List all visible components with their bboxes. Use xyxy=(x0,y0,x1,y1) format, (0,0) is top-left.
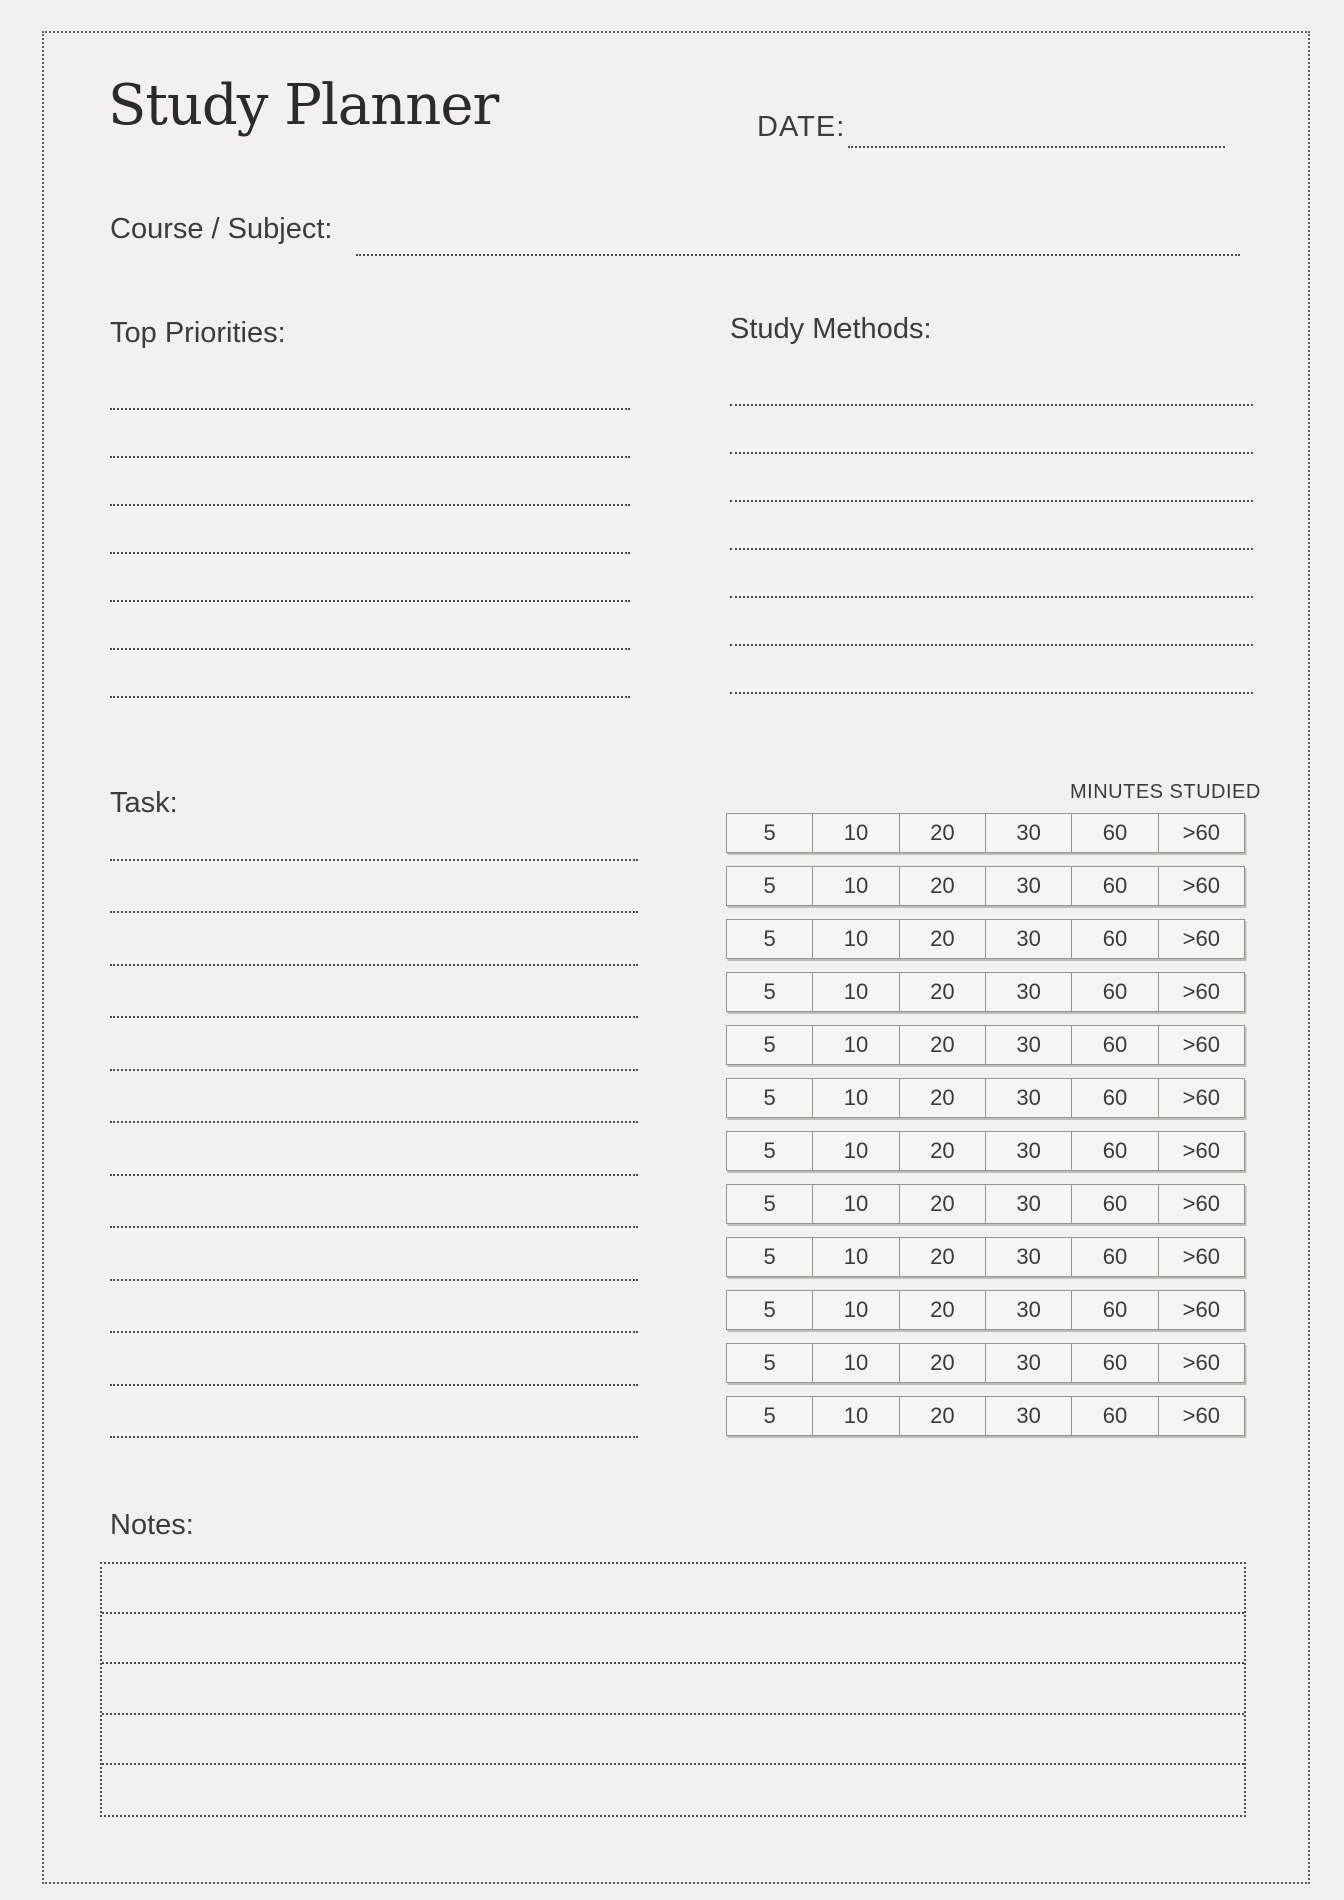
minutes-cell-5[interactable]: 5 xyxy=(727,867,813,905)
minutes-cell-20[interactable]: 20 xyxy=(900,867,986,905)
minutes-cell-20[interactable]: 20 xyxy=(900,1026,986,1064)
course-subject-label: Course / Subject: xyxy=(110,213,333,245)
task-input-line[interactable] xyxy=(110,1333,638,1386)
minutes-cell-over-60[interactable]: >60 xyxy=(1182,1138,1220,1163)
minutes-cell-over-60[interactable]: >60 xyxy=(1182,1350,1220,1375)
task-input-line[interactable] xyxy=(110,808,638,861)
minutes-cell-over-60[interactable]: >60 xyxy=(1182,873,1220,898)
minutes-cell-60[interactable]: 60 xyxy=(1072,1291,1158,1329)
minutes-cell-5[interactable]: 5 xyxy=(727,920,813,958)
minutes-cell-20[interactable]: 20 xyxy=(900,1344,986,1382)
minutes-cell-30[interactable]: 30 xyxy=(986,1344,1072,1382)
minutes-studied-table xyxy=(726,813,1245,1449)
course-subject-input-line[interactable] xyxy=(356,254,1240,256)
minutes-cell-30[interactable]: 30 xyxy=(986,1238,1072,1276)
minutes-row xyxy=(726,1025,1245,1065)
minutes-cell-10[interactable]: 10 xyxy=(813,1397,899,1435)
minutes-row xyxy=(726,1343,1245,1383)
minutes-cell-60[interactable]: 60 xyxy=(1072,814,1158,852)
priority-input-line[interactable] xyxy=(110,458,630,506)
method-input-line[interactable] xyxy=(730,454,1253,502)
notes-label: Notes: xyxy=(110,1509,194,1541)
minutes-cell-20[interactable]: 20 xyxy=(900,814,986,852)
minutes-cell-5[interactable]: 5 xyxy=(727,1185,813,1223)
notes-input-line[interactable] xyxy=(102,1614,1244,1664)
minutes-row xyxy=(726,1078,1245,1118)
minutes-cell-30[interactable]: 30 xyxy=(986,1397,1072,1435)
study-methods-lines xyxy=(730,358,1253,694)
task-input-line[interactable] xyxy=(110,966,638,1019)
minutes-cell-10[interactable]: 10 xyxy=(813,1185,899,1223)
method-input-line[interactable] xyxy=(730,550,1253,598)
minutes-cell-5[interactable]: 5 xyxy=(727,814,813,852)
minutes-row xyxy=(726,1290,1245,1330)
top-priorities-lines xyxy=(110,362,630,698)
minutes-cell-10[interactable]: 10 xyxy=(813,814,899,852)
date-label: DATE: xyxy=(757,111,846,143)
minutes-cell-5[interactable]: 5 xyxy=(727,1132,813,1170)
task-input-line[interactable] xyxy=(110,913,638,966)
minutes-cell-20[interactable]: 20 xyxy=(900,973,986,1011)
method-input-line[interactable] xyxy=(730,598,1253,646)
task-lines xyxy=(110,808,638,1438)
minutes-cell-20[interactable]: 20 xyxy=(900,920,986,958)
minutes-cell-10[interactable]: 10 xyxy=(813,867,899,905)
task-input-line[interactable] xyxy=(110,861,638,914)
task-input-line[interactable] xyxy=(110,1071,638,1124)
minutes-cell-30[interactable]: 30 xyxy=(986,1079,1072,1117)
minutes-cell-10[interactable]: 10 xyxy=(813,1079,899,1117)
minutes-cell-60[interactable]: 60 xyxy=(1072,973,1158,1011)
minutes-cell-20[interactable]: 20 xyxy=(900,1132,986,1170)
minutes-row xyxy=(726,1396,1245,1436)
minutes-cell-20[interactable]: 20 xyxy=(900,1238,986,1276)
minutes-cell-10[interactable]: 10 xyxy=(813,1344,899,1382)
notes-input-line[interactable] xyxy=(102,1765,1244,1815)
minutes-cell-20[interactable]: 20 xyxy=(900,1291,986,1329)
notes-input-line[interactable] xyxy=(102,1564,1244,1614)
minutes-cell-5[interactable]: 5 xyxy=(727,1026,813,1064)
method-input-line[interactable] xyxy=(730,646,1253,694)
minutes-cell-60[interactable]: 60 xyxy=(1072,1185,1158,1223)
minutes-studied-label: MINUTES STUDIED xyxy=(1070,781,1261,803)
minutes-cell-30[interactable]: 30 xyxy=(986,920,1072,958)
minutes-cell-10[interactable]: 10 xyxy=(813,973,899,1011)
minutes-cell-10[interactable]: 10 xyxy=(813,920,899,958)
minutes-row xyxy=(726,866,1245,906)
minutes-cell-over-60[interactable]: >60 xyxy=(1182,1403,1220,1428)
minutes-cell-over-60[interactable]: >60 xyxy=(1182,820,1220,845)
minutes-cell-5[interactable]: 5 xyxy=(727,1291,813,1329)
task-input-line[interactable] xyxy=(110,1386,638,1439)
minutes-cell-60[interactable]: 60 xyxy=(1072,1344,1158,1382)
minutes-cell-20[interactable]: 20 xyxy=(900,1079,986,1117)
minutes-cell-over-60[interactable]: >60 xyxy=(1182,1244,1220,1269)
minutes-cell-30[interactable]: 30 xyxy=(986,867,1072,905)
minutes-cell-10[interactable]: 10 xyxy=(813,1291,899,1329)
date-input-line[interactable] xyxy=(848,146,1225,148)
priority-input-line[interactable] xyxy=(110,554,630,602)
task-input-line[interactable] xyxy=(110,1228,638,1281)
task-input-line[interactable] xyxy=(110,1281,638,1334)
method-input-line[interactable] xyxy=(730,502,1253,550)
minutes-cell-5[interactable]: 5 xyxy=(727,1238,813,1276)
minutes-cell-60[interactable]: 60 xyxy=(1072,920,1158,958)
task-label: Task: xyxy=(110,787,178,819)
top-priorities-label: Top Priorities: xyxy=(110,317,286,349)
priority-input-line[interactable] xyxy=(110,650,630,698)
minutes-cell-30[interactable]: 30 xyxy=(986,1291,1072,1329)
task-input-line[interactable] xyxy=(110,1176,638,1229)
minutes-cell-over-60[interactable]: >60 xyxy=(1182,1191,1220,1216)
priority-input-line[interactable] xyxy=(110,410,630,458)
notes-input-line[interactable] xyxy=(102,1664,1244,1714)
study-methods-label: Study Methods: xyxy=(730,313,932,345)
minutes-cell-10[interactable]: 10 xyxy=(813,1238,899,1276)
minutes-row xyxy=(726,919,1245,959)
minutes-cell-60[interactable]: 60 xyxy=(1072,1026,1158,1064)
minutes-cell-20[interactable]: 20 xyxy=(900,1185,986,1223)
priority-input-line[interactable] xyxy=(110,602,630,650)
task-input-line[interactable] xyxy=(110,1123,638,1176)
minutes-cell-30[interactable]: 30 xyxy=(986,1026,1072,1064)
minutes-cell-60[interactable]: 60 xyxy=(1072,1132,1158,1170)
minutes-cell-over-60[interactable]: >60 xyxy=(1182,1297,1220,1322)
minutes-cell-20[interactable]: 20 xyxy=(900,1397,986,1435)
priority-input-line[interactable] xyxy=(110,506,630,554)
minutes-cell-5[interactable]: 5 xyxy=(727,1397,813,1435)
minutes-cell-5[interactable]: 5 xyxy=(727,1344,813,1382)
minutes-cell-30[interactable]: 30 xyxy=(986,1185,1072,1223)
minutes-cell-30[interactable]: 30 xyxy=(986,1132,1072,1170)
task-input-line[interactable] xyxy=(110,1018,638,1071)
minutes-row xyxy=(726,813,1245,853)
minutes-row xyxy=(726,1131,1245,1171)
method-input-line[interactable] xyxy=(730,406,1253,454)
minutes-cell-over-60[interactable]: >60 xyxy=(1182,926,1220,951)
notes-area[interactable] xyxy=(100,1562,1246,1817)
minutes-cell-5[interactable]: 5 xyxy=(727,1079,813,1117)
method-input-line[interactable] xyxy=(730,358,1253,406)
page-title: Study Planner xyxy=(108,73,499,138)
minutes-cell-30[interactable]: 30 xyxy=(986,814,1072,852)
minutes-row xyxy=(726,972,1245,1012)
minutes-row xyxy=(726,1184,1245,1224)
minutes-cell-over-60[interactable]: >60 xyxy=(1182,1085,1220,1110)
minutes-cell-10[interactable]: 10 xyxy=(813,1026,899,1064)
minutes-cell-60[interactable]: 60 xyxy=(1072,1397,1158,1435)
minutes-cell-over-60[interactable]: >60 xyxy=(1182,1032,1220,1057)
priority-input-line[interactable] xyxy=(110,362,630,410)
notes-input-line[interactable] xyxy=(102,1715,1244,1765)
minutes-cell-60[interactable]: 60 xyxy=(1072,1079,1158,1117)
minutes-cell-5[interactable]: 5 xyxy=(727,973,813,1011)
minutes-cell-30[interactable]: 30 xyxy=(986,973,1072,1011)
minutes-cell-over-60[interactable]: >60 xyxy=(1182,979,1220,1004)
minutes-cell-60[interactable]: 60 xyxy=(1072,1238,1158,1276)
minutes-cell-60[interactable]: 60 xyxy=(1072,867,1158,905)
minutes-row xyxy=(726,1237,1245,1277)
minutes-cell-10[interactable]: 10 xyxy=(813,1132,899,1170)
